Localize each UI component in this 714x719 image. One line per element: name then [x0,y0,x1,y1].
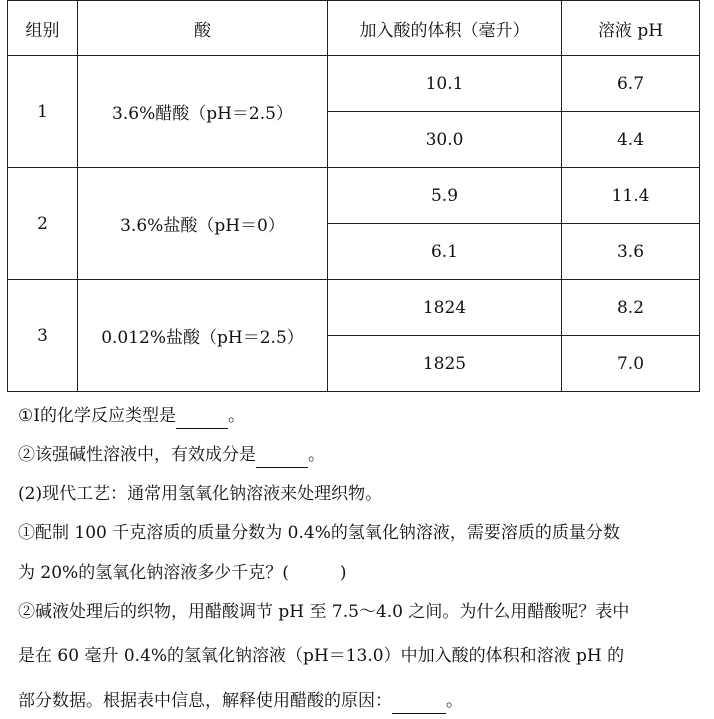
answer-blank [176,404,228,429]
question-1 [18,404,245,429]
question-4-line-1: ②碱液处理后的织物，用醋酸调节 pH 至 7.5～4.0 之间。为什么用醋酸呢？表中 [18,602,630,622]
volume-cell: 1825 [328,336,562,392]
header-acid: 酸 [78,1,328,56]
part-2-heading: (2)现代工艺：通常用氢氧化钠溶液来处理织物。 [18,484,383,504]
ph-cell: 7.0 [562,336,700,392]
table-row [8,280,700,336]
question-3-line-2: 为 20%的氢氧化钠溶液多少千克？( ) [18,563,347,583]
question-3-line-1: ①配制 100 千克溶质的质量分数为 0.4%的氢氧化钠溶液，需要溶质的质量分数 [18,523,620,543]
acid-cell: 3.6%醋酸（pH＝2.5） [78,56,328,168]
question-4-line-3 [18,689,463,714]
table-row [8,168,700,224]
volume-cell: 6.1 [328,224,562,280]
ph-cell: 6.7 [562,56,700,112]
header-ph: 溶液 pH [562,1,700,56]
question-4-text: 部分数据。根据表中信息，解释使用醋酸的原因： [18,691,392,711]
data-table [7,0,700,392]
question-4-line-2: 是在 60 毫升 0.4%的氢氧化钠溶液（pH＝13.0）中加入酸的体积和溶液 pH 的 [18,646,625,666]
table-header-row [8,1,700,56]
ph-cell: 8.2 [562,280,700,336]
question-1-text: ①I的化学反应类型是 [18,406,176,426]
volume-cell: 10.1 [328,56,562,112]
group-id: 3 [8,280,78,392]
volume-cell: 5.9 [328,168,562,224]
acid-cell: 0.012%盐酸（pH＝2.5） [78,280,328,392]
ph-cell: 4.4 [562,112,700,168]
group-id: 1 [8,56,78,168]
acid-cell: 3.6%盐酸（pH＝0） [78,168,328,280]
ph-cell: 11.4 [562,168,700,224]
question-4-end: 。 [446,691,463,711]
header-group: 组别 [8,1,78,56]
question-1-end: 。 [227,406,245,426]
group-id: 2 [8,168,78,280]
table-row [8,56,700,112]
question-2 [18,443,325,468]
question-2-text: ②该强碱性溶液中，有效成分是 [18,445,256,465]
header-volume: 加入酸的体积（毫升） [328,1,562,56]
answer-blank [256,443,308,468]
question-2-end: 。 [308,445,325,465]
volume-cell: 1824 [328,280,562,336]
answer-blank [392,689,446,714]
volume-cell: 30.0 [328,112,562,168]
ph-cell: 3.6 [562,224,700,280]
